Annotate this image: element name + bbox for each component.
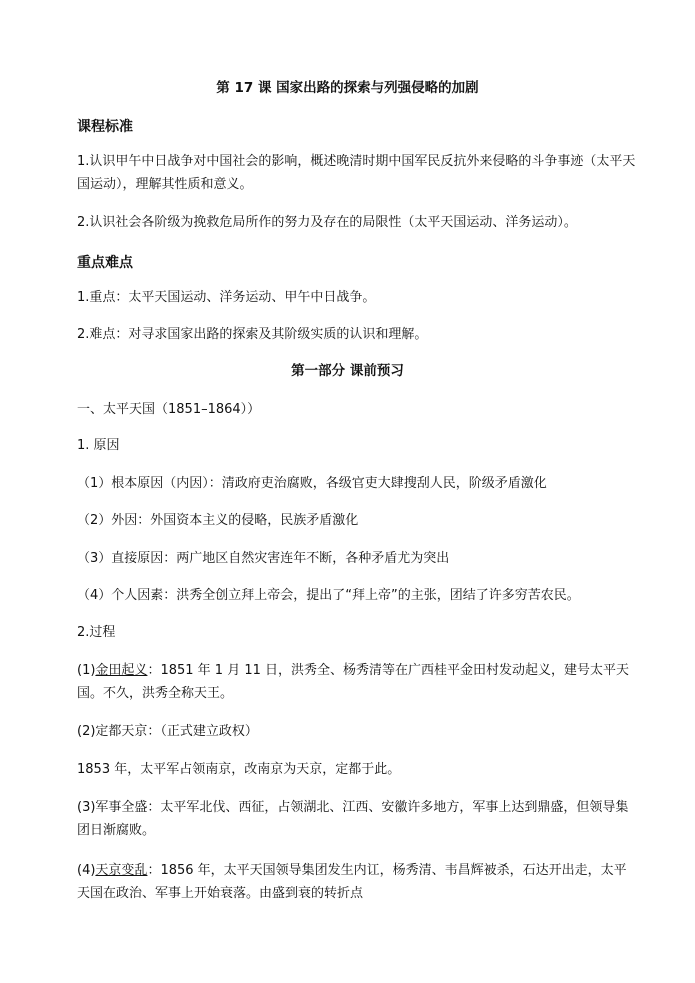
standard-item-2: 2.认识社会各阶级为挽救危局所作的努力及存在的局限性（太平天国运动、洋务运动）。 bbox=[77, 215, 577, 230]
cause-3: （3）直接原因：两广地区自然灾害连年不断，各种矛盾尤为突出 bbox=[77, 551, 450, 566]
cause-2: （2）外因：外国资本主义的侵略，民族矛盾激化 bbox=[77, 513, 359, 528]
process-item-3: (3)军事全盛：太平军北伐、西征，占领湖北、江西、安徽许多地方，军事上达到鼎盛，但领导集团日渐腐败。 bbox=[77, 800, 629, 838]
section-title: 一、太平天国（1851–1864）） bbox=[77, 402, 261, 417]
lesson-title: 第 17 课 国家出路的探索与列强侵略的加剧 bbox=[216, 80, 479, 96]
process-item-4-prefix: (4) bbox=[77, 863, 96, 878]
process-item-2: (2)定都天京：（正式建立政权） bbox=[77, 724, 258, 739]
tianjing-incident-term: 天京变乱 bbox=[95, 863, 148, 878]
part-one-heading: 第一部分 课前预习 bbox=[291, 363, 404, 379]
key-point-1: 1.重点：太平天国运动、洋务运动、甲午中日战争。 bbox=[77, 290, 376, 305]
process-item-2-detail: 1853 年，太平军占领南京，改南京为天京，定都于此。 bbox=[77, 762, 401, 777]
causes-heading: 1. 原因 bbox=[77, 438, 120, 453]
jintian-uprising-term: 金田起义 bbox=[95, 663, 148, 678]
process-item-4 bbox=[77, 859, 637, 905]
process-heading: 2.过程 bbox=[77, 625, 116, 640]
cause-1: （1）根本原因（内因）：清政府吏治腐败，各级官吏大肆搜刮人民，阶级矛盾激化 bbox=[77, 476, 547, 491]
process-item-1 bbox=[77, 659, 637, 705]
standard-item-1: 1.认识甲午中日战争对中国社会的影响，概述晚清时期中国军民反抗外来侵略的斗争事迹（太平天国运动），理解其性质和意义。 bbox=[77, 154, 636, 192]
key-points-heading: 重点难点 bbox=[77, 255, 133, 271]
cause-4: （4）个人因素：洪秀全创立拜上帝会，提出了“拜上帝”的主张，团结了许多穷苦农民。 bbox=[77, 588, 580, 603]
standards-heading: 课程标准 bbox=[77, 119, 133, 135]
process-item-1-text: ：1851 年 1 月 11 日，洪秀全、杨秀清等在广西桂平金田村发动起义，建号太平天国。不久，洪秀全称天王。 bbox=[77, 663, 629, 701]
key-point-2: 2.难点：对寻求国家出路的探索及其阶级实质的认识和理解。 bbox=[77, 327, 428, 342]
process-item-1-prefix: (1) bbox=[77, 663, 96, 678]
process-item-4-text: ：1856 年，太平天国领导集团发生内讧，杨秀清、韦昌辉被杀，石达开出走，太平天国在政治、军事上开始衰落。由盛到衰的转折点 bbox=[77, 863, 627, 901]
